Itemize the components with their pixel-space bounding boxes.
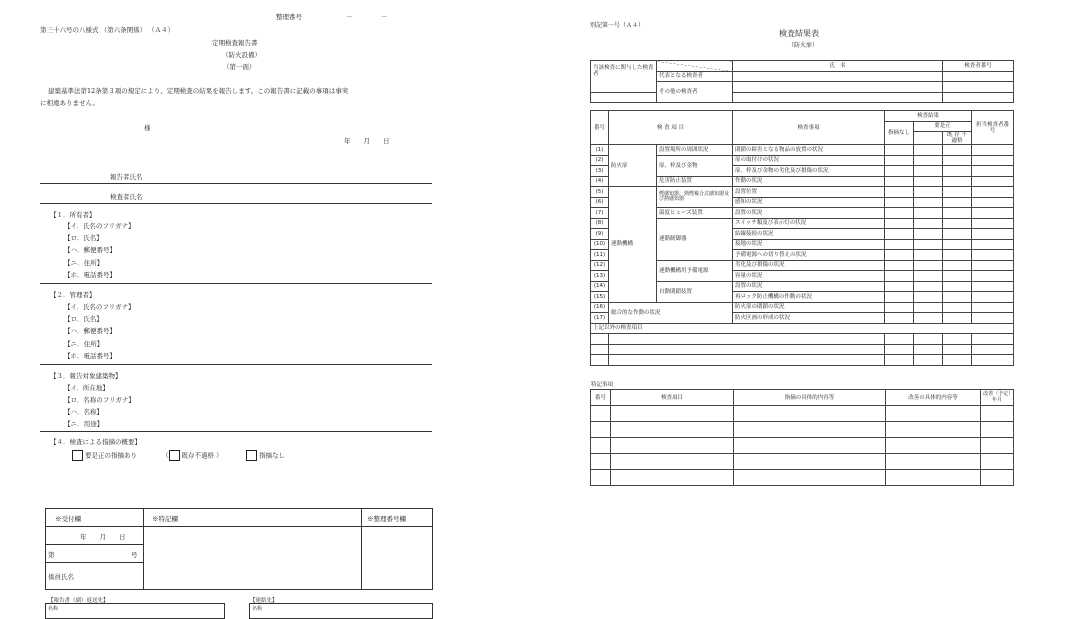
- section-manager-title: 【２．管理者】: [50, 291, 96, 299]
- inspection-matter: 扉、枠及び金物の劣化及び損傷の状況: [733, 166, 885, 177]
- result-cell[interactable]: [943, 281, 972, 292]
- reception-dai: 第: [48, 551, 55, 559]
- addressee-sama: 様: [144, 124, 151, 132]
- result-cell[interactable]: [943, 302, 972, 313]
- result-cell[interactable]: [885, 145, 914, 156]
- field-label: 【ホ．電話番号】: [64, 352, 116, 360]
- inspector-cell[interactable]: [972, 292, 1014, 303]
- diagonal-cell: [657, 61, 733, 72]
- inspector-cell[interactable]: [972, 355, 1014, 366]
- note-cell[interactable]: [591, 470, 611, 486]
- inspection-matter: 作動の状況: [733, 176, 885, 187]
- result-cell[interactable]: [885, 176, 914, 187]
- result-cell[interactable]: [885, 218, 914, 229]
- result-cell[interactable]: [885, 187, 914, 198]
- result-cell[interactable]: [914, 197, 943, 208]
- note-cell[interactable]: [886, 470, 981, 486]
- result-cell[interactable]: [943, 292, 972, 303]
- field-label: 【ロ．氏名】: [64, 234, 103, 242]
- row-number: (1): [591, 145, 609, 156]
- result-cell[interactable]: [914, 145, 943, 156]
- other-inspector-number[interactable]: [943, 82, 1014, 93]
- result-cell[interactable]: [943, 197, 972, 208]
- inspectors-row-label: 当該検査に関与した検査者: [591, 61, 657, 82]
- result-cell[interactable]: [914, 218, 943, 229]
- inspection-matter: 劣化及び損傷の状況: [733, 260, 885, 271]
- reception-go: 号: [131, 551, 138, 559]
- result-cell[interactable]: [943, 145, 972, 156]
- note-cell[interactable]: [591, 422, 611, 438]
- divider: [40, 283, 432, 284]
- inspection-item-header: 検 査 項 目: [609, 111, 733, 145]
- number-header: 番号: [591, 111, 609, 145]
- table-row: [591, 422, 1014, 438]
- inspection-matter: 設置位置: [733, 187, 885, 198]
- contact-label: 【連絡先】: [250, 598, 278, 604]
- note-cell[interactable]: [734, 406, 886, 422]
- field-label: 【イ．氏名のフリガナ】: [64, 303, 135, 311]
- table-row: [591, 406, 1014, 422]
- inspector-name-label: 検査者氏名: [110, 193, 143, 201]
- box-divider: [361, 508, 362, 589]
- note-cell[interactable]: [734, 438, 886, 454]
- reporter-name-label: 報告者氏名: [110, 173, 143, 181]
- row-number: (14): [591, 281, 609, 292]
- other-inspector-label: その他の検査者: [657, 82, 733, 103]
- result-cell[interactable]: [943, 218, 972, 229]
- inspector-cell[interactable]: [972, 155, 1014, 166]
- existing-nonconforming-header: 既 存 不適格: [943, 132, 972, 145]
- inspection-result-header: 検査結果: [885, 111, 972, 122]
- result-cell[interactable]: [943, 229, 972, 240]
- result-cell[interactable]: [914, 208, 943, 219]
- note-cell[interactable]: [611, 470, 734, 486]
- inspection-matter: スイッチ類及び表示灯の状況: [733, 218, 885, 229]
- row-number: (16): [591, 302, 609, 313]
- section-building-title: 【３．報告対象建築物】: [50, 372, 122, 380]
- result-cell[interactable]: [914, 166, 943, 177]
- result-cell[interactable]: [943, 334, 972, 345]
- contact-name-label: 名称: [252, 606, 263, 612]
- result-cell[interactable]: [943, 239, 972, 250]
- section-findings-title: 【４．検査による指摘の概要】: [50, 438, 141, 446]
- form-name: 第三十六号の八様式 （第六条関係） （Ａ４）: [40, 26, 175, 34]
- return-name-label: 名称: [48, 606, 59, 612]
- result-cell[interactable]: [943, 271, 972, 282]
- box-divider: [45, 526, 432, 527]
- special-notes-label: ※特記欄: [152, 515, 178, 523]
- rep-inspector-number[interactable]: [943, 71, 1014, 82]
- reception-date: 年 月 日: [80, 533, 126, 541]
- inspector-cell[interactable]: [972, 218, 1014, 229]
- result-cell[interactable]: [885, 334, 914, 345]
- row-number: (4): [591, 176, 609, 187]
- notes-date-header: 改善（予定）年月: [981, 390, 1014, 406]
- row-number: (8): [591, 218, 609, 229]
- other-inspector-name[interactable]: [733, 82, 943, 93]
- item-group: 総合的な作動の状況: [609, 302, 733, 323]
- notes-improvement-header: 改善の具体的内容等: [886, 390, 981, 406]
- inspector-cell[interactable]: [972, 197, 1014, 208]
- inspection-matter: 防火扉の閉鎖の状況: [733, 302, 885, 313]
- checkbox-needs-correction[interactable]: 要是正の指摘あり: [72, 450, 137, 461]
- inspector-cell[interactable]: [972, 260, 1014, 271]
- result-cell[interactable]: [943, 166, 972, 177]
- inspection-matter-header: 検査事項: [733, 111, 885, 145]
- row-number: (11): [591, 250, 609, 261]
- result-cell[interactable]: [885, 281, 914, 292]
- row-number: (6): [591, 197, 609, 208]
- table-row: [591, 470, 1014, 486]
- section-owner-title: 【１．所有者】: [50, 211, 96, 219]
- report-date: 年 月 日: [344, 137, 390, 145]
- field-label: 【ハ．郵便番号】: [64, 246, 116, 254]
- result-cell[interactable]: [914, 302, 943, 313]
- checkbox-icon[interactable]: [246, 450, 257, 461]
- intro-text: 建築基準法第12条第３項の規定により、定期検査の結果を報告します。この報告書に記載の事項は事実: [48, 87, 349, 95]
- inspection-matter: 設置の状況: [733, 208, 885, 219]
- table-row: [591, 454, 1014, 470]
- inspectors-table: [590, 60, 1014, 103]
- inspection-items-table: [590, 110, 1014, 366]
- row-number: (17): [591, 313, 609, 324]
- divider: [40, 203, 432, 204]
- result-cell[interactable]: [914, 250, 943, 261]
- item-subgroup: 危害防止装置: [657, 176, 733, 187]
- inspector-cell[interactable]: [972, 208, 1014, 219]
- result-cell[interactable]: [914, 260, 943, 271]
- row-number: (12): [591, 260, 609, 271]
- inspector-cell[interactable]: [972, 281, 1014, 292]
- result-cell[interactable]: [914, 239, 943, 250]
- result-cell[interactable]: [914, 176, 943, 187]
- item-subgroup: 設置場所の周囲状況: [657, 145, 733, 156]
- report-title: 定期検査報告書: [212, 39, 258, 47]
- note-cell[interactable]: [591, 454, 611, 470]
- table-row: [591, 344, 1014, 355]
- result-cell[interactable]: [885, 344, 914, 355]
- needs-correction-header: 要是正: [914, 121, 972, 132]
- result-cell[interactable]: [885, 292, 914, 303]
- result-cell[interactable]: [943, 260, 972, 271]
- inspection-matter: 再ロック防止機構の作動の状況: [733, 292, 885, 303]
- inspector-cell[interactable]: [972, 250, 1014, 261]
- inspector-number-header: 検査者番号: [943, 61, 1014, 72]
- inspector-cell[interactable]: [972, 176, 1014, 187]
- inspection-matter: 扉の取付けの状況: [733, 155, 885, 166]
- checkbox-icon[interactable]: [72, 450, 83, 461]
- note-cell[interactable]: [981, 422, 1014, 438]
- result-cell[interactable]: [914, 334, 943, 345]
- item-subgroup: 扉、枠及び金物: [657, 155, 733, 176]
- other-inspector-name[interactable]: [733, 92, 943, 103]
- row-number: (9): [591, 229, 609, 240]
- notes-item-header: 検査項目: [611, 390, 734, 406]
- result-cell[interactable]: [914, 271, 943, 282]
- item-subgroup: 連動制御器: [657, 218, 733, 260]
- inspection-matter: 予備電源への切り替えの状況: [733, 250, 885, 261]
- inspector-cell[interactable]: [972, 334, 1014, 345]
- item-subgroup: 煙感知器、熱煙複合式感知器及び熱感知器: [657, 187, 733, 208]
- result-cell[interactable]: [943, 313, 972, 324]
- inspection-matter: 閉鎖の障害となる物品の放置の状況: [733, 145, 885, 156]
- note-cell[interactable]: [886, 438, 981, 454]
- return-address-label: 【報告書（副）返送先】: [48, 598, 109, 604]
- result-cell[interactable]: [943, 176, 972, 187]
- note-cell[interactable]: [611, 406, 734, 422]
- note-cell[interactable]: [591, 406, 611, 422]
- divider: [40, 431, 432, 432]
- item-subgroup: 自動閉鎖装置: [657, 281, 733, 302]
- table-row: [591, 355, 1014, 366]
- note-cell[interactable]: [981, 406, 1014, 422]
- row-number: (13): [591, 271, 609, 282]
- result-cell[interactable]: [885, 260, 914, 271]
- note-cell[interactable]: [611, 438, 734, 454]
- assigned-inspector-header: 担当検査者番号: [972, 111, 1014, 145]
- result-cell[interactable]: [943, 355, 972, 366]
- result-cell[interactable]: [885, 313, 914, 324]
- notes-number-header: 番号: [591, 390, 611, 406]
- inspector-cell[interactable]: [972, 229, 1014, 240]
- inspector-cell[interactable]: [972, 313, 1014, 324]
- result-cell[interactable]: [943, 208, 972, 219]
- note-cell[interactable]: [591, 438, 611, 454]
- inspection-matter: 結線接続の状況: [733, 229, 885, 240]
- inspector-cell[interactable]: [972, 145, 1014, 156]
- return-address-box: [45, 603, 225, 619]
- row-number: (2): [591, 155, 609, 166]
- note-cell[interactable]: [981, 470, 1014, 486]
- result-table-subtitle: （防火扉）: [788, 42, 819, 49]
- name-header: 氏 名: [733, 61, 943, 72]
- field-label: 【ニ．住所】: [64, 340, 104, 348]
- note-cell[interactable]: [611, 422, 734, 438]
- result-cell[interactable]: [885, 239, 914, 250]
- table-row: [591, 438, 1014, 454]
- box-divider: [45, 544, 144, 545]
- rep-inspector-name[interactable]: [733, 71, 943, 82]
- row-number: (7): [591, 208, 609, 219]
- note-cell[interactable]: [981, 438, 1014, 454]
- inspector-cell[interactable]: [972, 344, 1014, 355]
- report-subtitle: （防火設備）: [222, 51, 261, 59]
- note-cell[interactable]: [886, 454, 981, 470]
- checkbox-no-findings[interactable]: 指摘なし: [246, 450, 285, 461]
- inspection-matter: 防火区画の形成の状況: [733, 313, 885, 324]
- notes-finding-header: 指摘の具体的内容等: [734, 390, 886, 406]
- field-label: 【イ．氏名のフリガナ】: [64, 222, 135, 230]
- contact-box: [249, 603, 433, 619]
- result-table-title: 検査結果表: [779, 29, 819, 38]
- result-cell[interactable]: [943, 344, 972, 355]
- intro-text: に相違ありません。: [40, 99, 99, 107]
- result-cell[interactable]: [914, 344, 943, 355]
- result-cell[interactable]: [914, 355, 943, 366]
- result-cell[interactable]: [914, 229, 943, 240]
- result-cell[interactable]: [885, 229, 914, 240]
- table-row: [591, 187, 1014, 198]
- page-label: （第一面）: [223, 63, 256, 71]
- field-label: 【ハ．郵便番号】: [64, 327, 116, 335]
- inspection-matter: 接地の状況: [733, 239, 885, 250]
- seiri-dash: －: [346, 13, 353, 21]
- note-cell[interactable]: [734, 454, 886, 470]
- other-item-cell[interactable]: [609, 355, 885, 366]
- inspector-cell[interactable]: [972, 302, 1014, 313]
- result-cell[interactable]: [885, 155, 914, 166]
- note-cell[interactable]: [611, 454, 734, 470]
- special-notes-table: [590, 389, 1014, 486]
- note-cell[interactable]: [734, 422, 886, 438]
- result-cell[interactable]: [885, 166, 914, 177]
- box-divider: [143, 508, 144, 589]
- other-inspector-number[interactable]: [943, 92, 1014, 103]
- note-cell[interactable]: [734, 470, 886, 486]
- inspector-cell[interactable]: [972, 239, 1014, 250]
- note-cell[interactable]: [981, 454, 1014, 470]
- other-items-label: 上記以外の検査項目: [591, 323, 1014, 334]
- field-label: 【ロ．氏名】: [64, 315, 103, 323]
- reception-label: ※受付欄: [55, 515, 81, 523]
- divider: [40, 183, 432, 184]
- staff-name-label: 係員氏名: [48, 573, 74, 581]
- field-label: 【ニ．用途】: [64, 420, 104, 428]
- result-cell[interactable]: [914, 155, 943, 166]
- result-cell[interactable]: [885, 208, 914, 219]
- other-item-cell[interactable]: [609, 334, 885, 345]
- result-cell[interactable]: [914, 187, 943, 198]
- field-label: 【ロ．名称のフリガナ】: [64, 396, 135, 404]
- inspection-matter: 感知の状況: [733, 197, 885, 208]
- other-item-cell[interactable]: [609, 344, 885, 355]
- result-cell[interactable]: [943, 250, 972, 261]
- seiri-bango-label: 整理番号: [276, 13, 302, 21]
- field-label: 【イ．所在地】: [64, 384, 109, 392]
- seiri-dash: －: [381, 13, 388, 21]
- item-group: 連動機構: [609, 187, 657, 303]
- note-cell[interactable]: [886, 422, 981, 438]
- item-subgroup: 連動機構用予備電源: [657, 260, 733, 281]
- rep-inspector-label: 代表となる検査者: [657, 71, 733, 82]
- row-number: (15): [591, 292, 609, 303]
- result-cell[interactable]: [943, 187, 972, 198]
- row-number: (10): [591, 239, 609, 250]
- result-cell[interactable]: [943, 155, 972, 166]
- special-notes-title: 特記事項: [591, 382, 614, 388]
- row-number: (3): [591, 166, 609, 177]
- inspection-matter: 容量の状況: [733, 271, 885, 282]
- box-divider: [45, 562, 144, 563]
- item-group: 防火扉: [609, 145, 657, 187]
- result-cell[interactable]: [914, 313, 943, 324]
- field-label: 【ハ．名称】: [64, 408, 103, 416]
- checkbox-icon[interactable]: [169, 450, 180, 461]
- inspection-matter: 設置の状況: [733, 281, 885, 292]
- inspector-cell[interactable]: [972, 187, 1014, 198]
- field-label: 【ニ．住所】: [64, 259, 104, 267]
- result-cell[interactable]: [914, 281, 943, 292]
- result-cell[interactable]: [885, 250, 914, 261]
- result-cell[interactable]: [885, 271, 914, 282]
- table-row: [591, 302, 1014, 313]
- field-label: 【ホ．電話番号】: [64, 271, 116, 279]
- result-cell[interactable]: [885, 355, 914, 366]
- note-cell[interactable]: [886, 406, 981, 422]
- registry-number-label: ※整理番号欄: [367, 515, 406, 523]
- no-findings-header: 指摘なし: [885, 121, 914, 145]
- result-cell[interactable]: [914, 292, 943, 303]
- inspector-cell[interactable]: [972, 166, 1014, 177]
- inspector-cell[interactable]: [972, 271, 1014, 282]
- result-cell[interactable]: [885, 302, 914, 313]
- divider: [40, 364, 432, 365]
- row-number: (5): [591, 187, 609, 198]
- item-subgroup: 温度ヒューズ装置: [657, 208, 733, 219]
- table-row: [591, 334, 1014, 345]
- result-cell[interactable]: [885, 197, 914, 208]
- table-row: [591, 145, 1014, 156]
- checkbox-existing-nonconforming[interactable]: （ 既存不適格 ）: [162, 451, 223, 460]
- form-ref: 別記第一号（Ａ４）: [590, 22, 645, 29]
